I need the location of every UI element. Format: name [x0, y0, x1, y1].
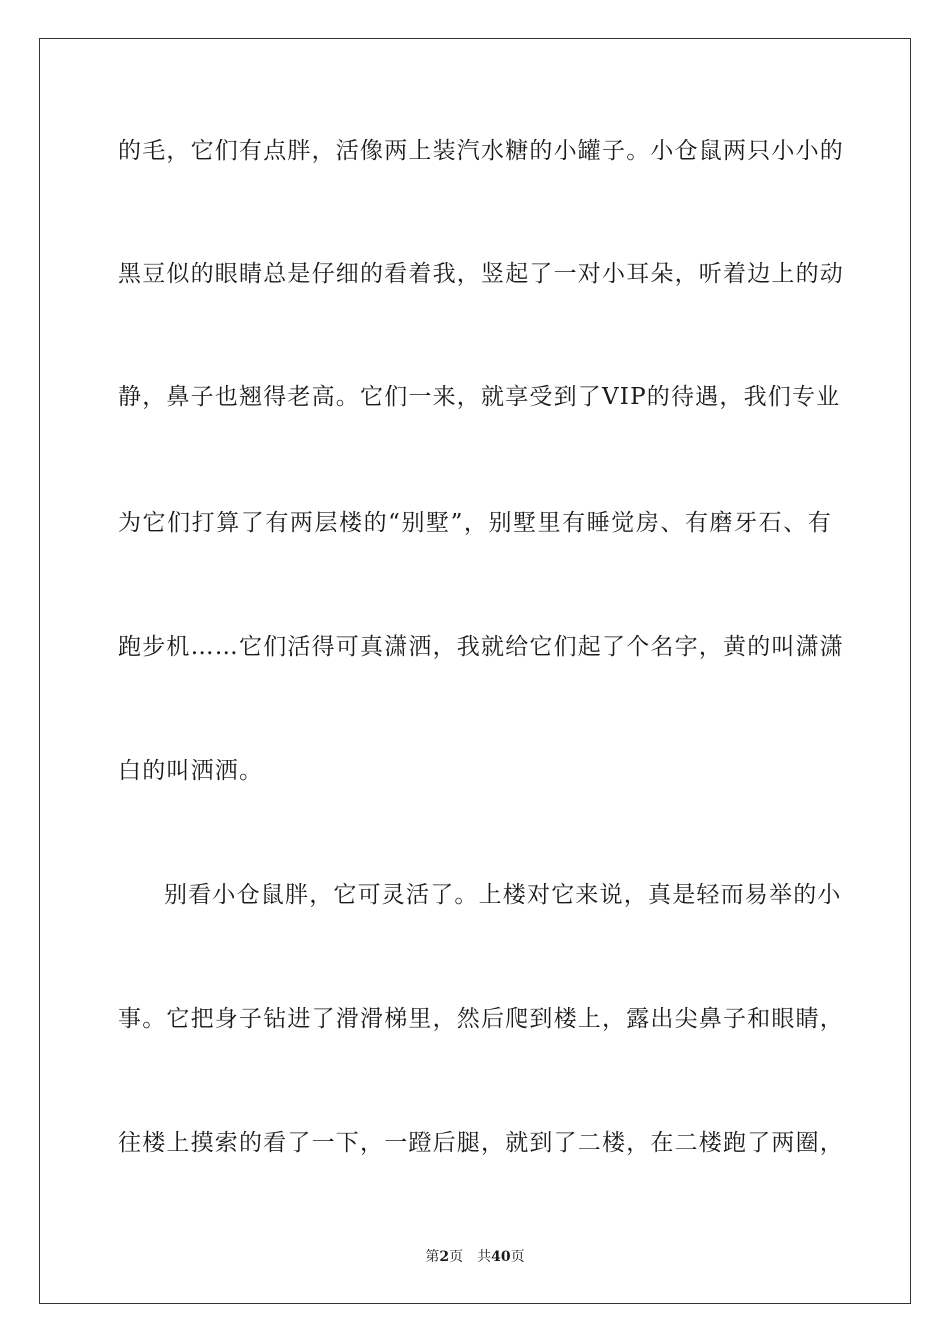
text-line-9: 往楼上摸索的看了一下，一蹬后腿，就到了二楼，在二楼跑了两圈， — [118, 1130, 844, 1156]
page-prefix: 第 — [425, 1249, 440, 1265]
text-line-1: 的毛，它们有点胖，活像两上装汽水糖的小罐子。小仓鼠两只小小的 — [118, 138, 844, 164]
text-line-4: 为它们打算了有两层楼的“别墅”，别墅里有睡觉房、有磨牙石、有 — [118, 510, 832, 536]
total-prefix: 共 — [477, 1249, 492, 1265]
total-suffix: 页 — [510, 1249, 525, 1265]
page-number: 2 — [439, 1249, 450, 1265]
text-line-5: 跑步机……它们活得可真潇洒，我就给它们起了个名字，黄的叫潇潇 — [118, 634, 844, 660]
text-line-3: 静，鼻子也翘得老高。它们一来，就享受到了VIP的待遇，我们专业 — [118, 384, 841, 410]
text-line-7: 别看小仓鼠胖，它可灵活了。上楼对它来说，真是轻而易举的小 — [164, 882, 842, 908]
page-footer — [0, 1248, 950, 1266]
text-line-8: 事。它把身子钻进了滑滑梯里，然后爬到楼上，露出尖鼻子和眼睛， — [118, 1006, 844, 1032]
text-line-2: 黑豆似的眼睛总是仔细的看着我，竖起了一对小耳朵，听着边上的动 — [118, 261, 844, 287]
page-suffix: 页 — [449, 1249, 464, 1265]
total-pages: 40 — [491, 1249, 511, 1265]
text-line-6: 白的叫洒洒。 — [118, 758, 264, 784]
page-border — [39, 38, 911, 1304]
